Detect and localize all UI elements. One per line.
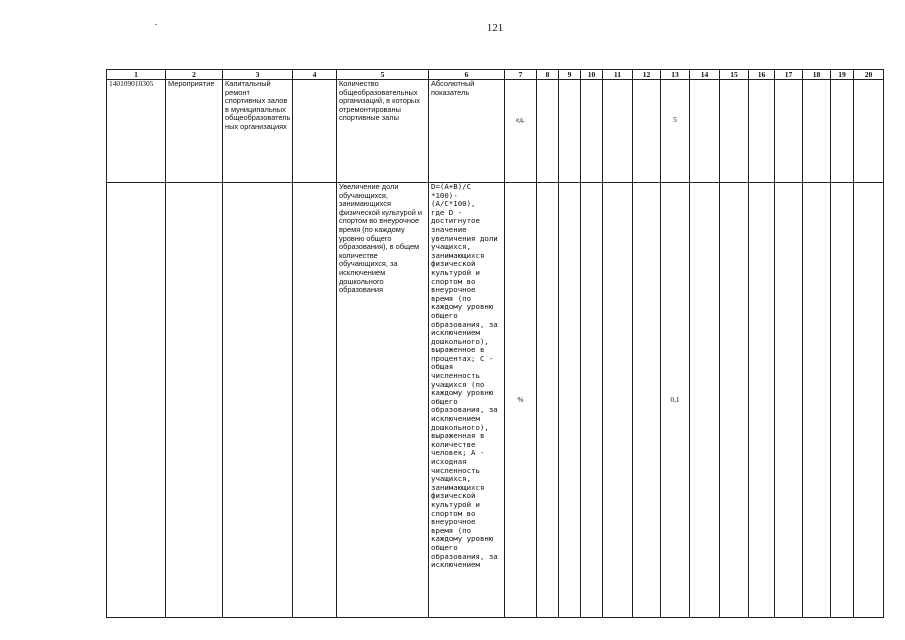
empty-cell [803,80,831,183]
indicator-cell: Увеличение доли обучающихся, занимающихся физической культурой и спортом во внеурочное время (по каждому уровню общего образования), в общем количестве обучающихся, за исключением дошкольного образования [337,183,429,618]
table-row [107,80,884,183]
unit-cell: % [505,183,537,618]
indicator-cell: Количество общеобразовательных организаций, в которых отремонтированы спортивные залы [337,80,429,183]
empty-cell [690,80,720,183]
column-header: 19 [831,70,854,80]
column-header: 5 [337,70,429,80]
empty-cell [803,183,831,618]
unit-cell: ед. [505,80,537,183]
empty-cell [633,183,661,618]
column-header: 6 [429,70,505,80]
column-header: 10 [581,70,603,80]
empty-cell [107,183,166,618]
empty-cell [749,183,775,618]
code-cell: 140109010305 [107,80,166,183]
column-header: 4 [293,70,337,80]
empty-cell [831,183,854,618]
empty-cell [293,183,337,618]
indicator-table [106,69,884,618]
empty-cell [581,183,603,618]
table-row [107,183,884,618]
column-header: 18 [803,70,831,80]
column-header: 14 [690,70,720,80]
empty-cell [749,80,775,183]
empty-cell [581,80,603,183]
empty-cell [603,183,633,618]
value-cell: 0,1 [661,183,690,618]
method-cell: Абсолютный показатель [429,80,505,183]
column-header: 7 [505,70,537,80]
column-header: 13 [661,70,690,80]
column-header: 11 [603,70,633,80]
empty-cell [537,183,559,618]
empty-cell [559,183,581,618]
column-header: 9 [559,70,581,80]
column-header: 8 [537,70,559,80]
column-header: 3 [223,70,293,80]
empty-cell [537,80,559,183]
column-header: 16 [749,70,775,80]
column-header: 17 [775,70,803,80]
page-number: 121 [486,22,504,34]
empty-cell [720,80,749,183]
empty-cell [690,183,720,618]
scan-speck [155,24,157,25]
empty-cell [223,183,293,618]
column-header: 20 [854,70,884,80]
column-header: 15 [720,70,749,80]
value-cell: 5 [661,80,690,183]
type-cell: Мероприятие [166,80,223,183]
empty-cell [293,80,337,183]
empty-cell [633,80,661,183]
empty-cell [854,80,884,183]
empty-cell [775,183,803,618]
empty-cell [559,80,581,183]
empty-cell [603,80,633,183]
column-header: 2 [166,70,223,80]
empty-cell [720,183,749,618]
column-header: 1 [107,70,166,80]
empty-cell [831,80,854,183]
method-cell: D=(A+B)/C *100)-(A/C*100), где D - достигнутое значение увеличения доли учащихся, занимающихся физической культурой и спортом во внеурочное время (по каждому уровню общего образования, за исключением дошкольного), выраженное в процентах; С - общая численность учащихся (по каждому уровню общего образования, за исключением дошкольного), выраженная в количестве человек; А - исходная численность учащихся, занимающихся физической культурой и спортом во внеурочное время (по каждому уровню общего образования, за исключением [429,183,505,618]
column-header: 12 [633,70,661,80]
name-cell: Капитальный ремонт спортивных залов в муниципальных общеобразователь ных организациях [223,80,293,183]
empty-cell [854,183,884,618]
empty-cell [166,183,223,618]
empty-cell [775,80,803,183]
header-row [107,70,884,80]
